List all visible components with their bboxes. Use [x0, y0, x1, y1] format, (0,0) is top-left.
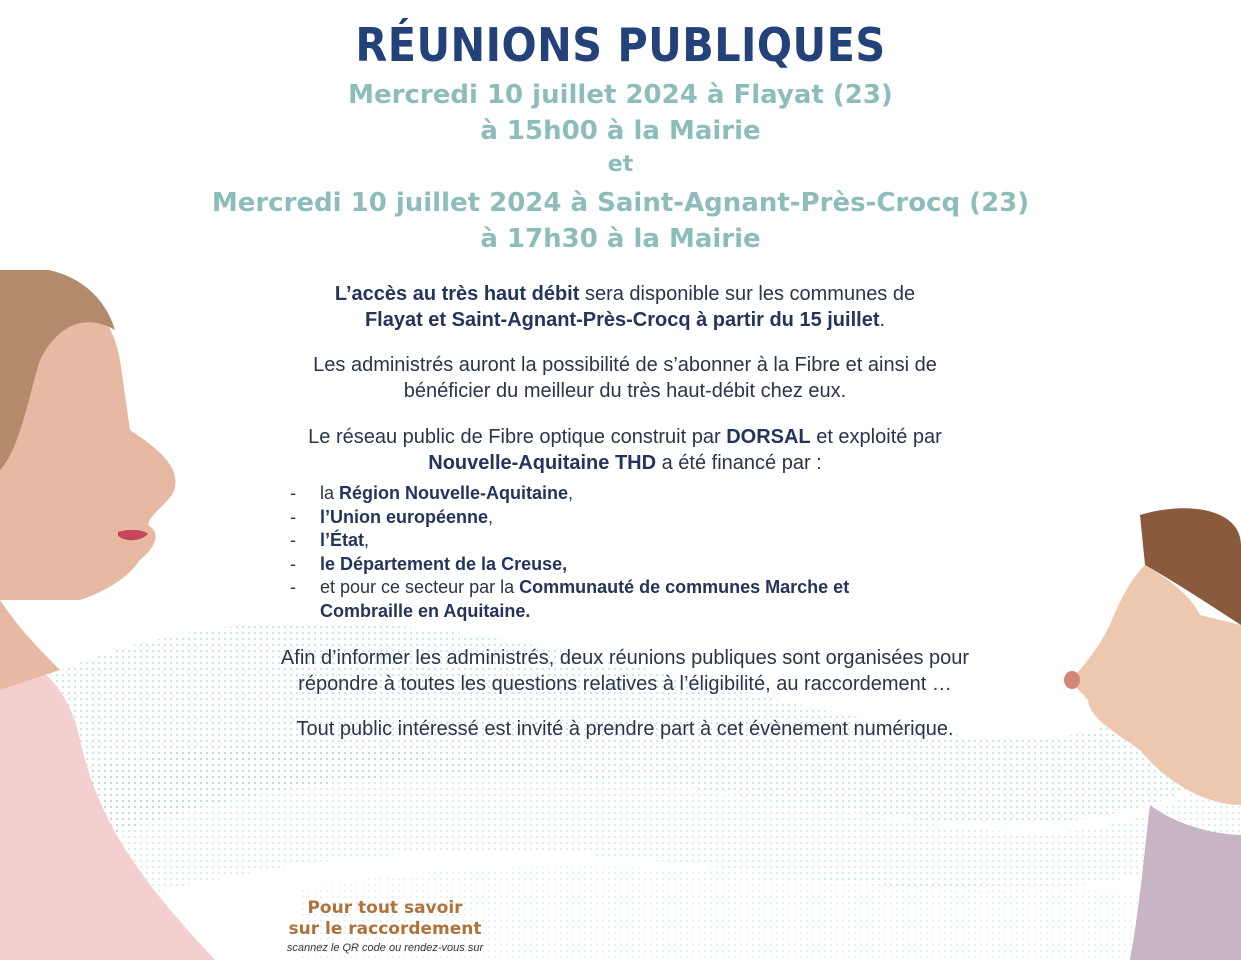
access-end: .: [879, 309, 886, 331]
paragraph-subscribe: [190, 352, 1060, 404]
list-item: - et pour ce secteur par la Communauté de communes Marche et: [290, 577, 850, 597]
funders-list: [290, 482, 990, 623]
paragraph-network: [190, 424, 1060, 476]
dorsal-bold: DORSAL: [726, 426, 811, 448]
list-item: - l’Union européenne,: [290, 506, 494, 527]
operator-bold: Nouvelle-Aquitaine THD: [428, 452, 657, 474]
network-text-3: a été financé par :: [656, 452, 822, 474]
network-text-2: et exploité par: [810, 426, 942, 448]
meeting-1-date: Mercredi 10 juillet 2024 à Flayat (23): [348, 80, 893, 110]
connector-et: et: [607, 152, 634, 177]
list-item: - l’État,: [290, 530, 370, 550]
cta-line-2: sur le raccordement: [288, 919, 482, 939]
meeting-2-date: Mercredi 10 juillet 2024 à Saint-Agnant-Près-Crocq (23): [211, 188, 1030, 218]
list-item: - le Département de la Creuse,: [290, 553, 568, 574]
cta-line-1: Pour tout savoir: [307, 898, 463, 918]
paragraph-inform: [190, 645, 1060, 697]
cta-heading: [250, 898, 520, 940]
network-text-1: Le réseau public de Fibre optique construit par: [308, 426, 727, 448]
page-title: RÉUNIONS PUBLIQUES: [355, 18, 886, 72]
subscribe-line-1: Les administrés auront la possibilité de s’abonner à la Fibre et ainsi de: [313, 354, 937, 376]
cta-instruction: scannez le QR code ou rendez-vous sur: [286, 942, 484, 954]
boy-portrait: [1050, 505, 1241, 960]
list-item: - la Région Nouvelle-Aquitaine,: [290, 483, 574, 503]
meeting-1-time: à 15h00 à la Mairie: [480, 116, 761, 146]
access-bold: L’accès au très haut débit: [334, 283, 580, 305]
inform-line-2: répondre à toutes les questions relatives à l’éligibilité, au raccordement …: [298, 673, 952, 695]
inform-line-1: Afin d’informer les administrés, deux réunions publiques sont organisées pour: [280, 647, 970, 669]
communes-bold: Flayat et Saint-Agnant-Près-Crocq à partir du 15 juillet: [364, 309, 880, 331]
paragraph-invitation: Tout public intéressé est invité à prendre part à cet évènement numérique.: [296, 718, 954, 740]
access-text: sera disponible sur les communes de: [579, 283, 916, 305]
meeting-2-time: à 17h30 à la Mairie: [480, 224, 761, 254]
paragraph-access: [190, 281, 1060, 333]
subscribe-line-2: bénéficier du meilleur du très haut-débit chez eux.: [403, 380, 847, 402]
list-item-continuation: Combraille en Aquitaine.: [320, 600, 531, 621]
